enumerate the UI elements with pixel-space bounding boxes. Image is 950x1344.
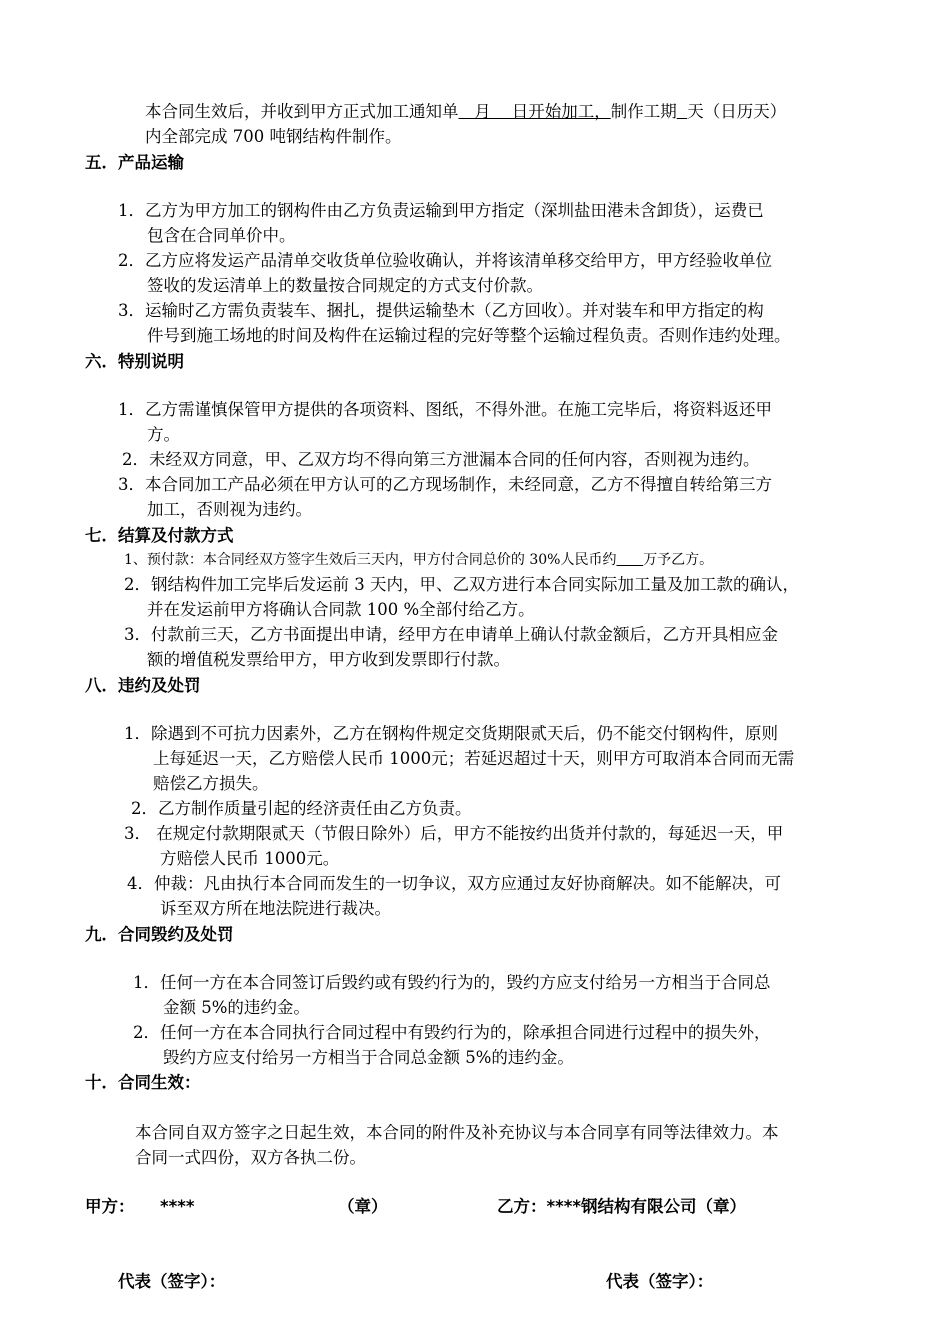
s5-item-2a: 2．乙方应将发运产品清单交收货单位验收确认，并将该清单移交给甲方，甲方经验收单位 — [118, 251, 772, 270]
s7-item-1a: 1、预付款：本合同经双方签字生效后三天内，甲方付合同总价的 30%人民币约 — [124, 552, 617, 568]
intro-line-2: 内全部完成 700 吨钢结构件制作。 — [145, 127, 402, 146]
s7-item-1 — [124, 548, 713, 572]
s7-item-3a: 3．付款前三天，乙方书面提出申请，经甲方在申请单上确认付款金额后，乙方开具相应金 — [124, 625, 778, 644]
section-6-title: 六．特别说明 — [85, 352, 184, 371]
intro-line-1 — [145, 100, 786, 124]
s9-item-1a: 1．任何一方在本合同签订后毁约或有毁约行为的，毁约方应支付给另一方相当于合同总 — [133, 973, 771, 992]
intro-text-c: 制作工期 — [610, 102, 677, 121]
party-b-representative: 代表（签字）： — [606, 1272, 714, 1291]
s10-para-1: 本合同自双方签字之日起生效，本合同的附件及补充协议与本合同享有同等法律效力。本 — [135, 1123, 779, 1142]
start-date-blank: 月 日开始加工， — [458, 102, 611, 121]
prepay-amount-blank — [616, 552, 643, 568]
s5-item-3b: 件号到施工场地的时间及构件在运输过程的完好等整个运输过程负责。否则作违约处理。 — [147, 326, 791, 345]
section-5-title: 五．产品运输 — [85, 153, 184, 172]
s7-item-2a: 2．钢结构件加工完毕后发运前 3 天内，甲、乙双方进行本合同实际加工量及加工款的确认， — [124, 575, 799, 594]
s8-item-1c: 赔偿乙方损失。 — [153, 774, 269, 793]
s6-item-3b: 加工，否则视为违约。 — [147, 500, 312, 519]
s8-item-4b: 诉至双方所在地法院进行裁决。 — [160, 899, 391, 918]
party-a-name: **** — [160, 1197, 195, 1216]
s9-item-2a: 2．任何一方在本合同执行合同过程中有毁约行为的，除承担合同进行过程中的损失外， — [133, 1023, 771, 1042]
s8-item-4a: 4．仲裁：凡由执行本合同而发生的一切争议，双方应通过友好协商解决。如不能解决，可 — [127, 874, 781, 893]
s7-item-3b: 额的增值税发票给甲方，甲方收到发票即行付款。 — [147, 650, 510, 669]
s10-para-2: 合同一式四份，双方各执二份。 — [135, 1148, 366, 1167]
s5-item-3a: 3．运输时乙方需负责装车、捆扎，提供运输垫木（乙方回收）。并对装车和甲方指定的构 — [118, 301, 764, 320]
section-9-title: 九．合同毁约及处罚 — [85, 925, 234, 944]
section-8-title: 八．违约及处罚 — [85, 676, 201, 695]
s6-item-3a: 3．本合同加工产品必须在甲方认可的乙方现场制作，未经同意，乙方不得擅自转给第三方 — [118, 475, 772, 494]
section-7-title: 七．结算及付款方式 — [85, 526, 234, 545]
s9-item-1b: 金额 5%的违约金。 — [163, 998, 310, 1017]
s5-item-1a: 1．乙方为甲方加工的钢构件由乙方负责运输到甲方指定（深圳盐田港未含卸货），运费已 — [118, 201, 764, 220]
s6-item-1a: 1．乙方需谨慎保管甲方提供的各项资料、图纸，不得外泄。在施工完毕后，将资料返还甲 — [118, 400, 772, 419]
s9-item-2b: 毁约方应支付给另一方相当于合同总金额 5%的违约金。 — [163, 1048, 574, 1067]
duration-blank — [677, 102, 688, 121]
s8-item-2: 2．乙方制作质量引起的经济责任由乙方负责。 — [131, 799, 472, 818]
section-10-title: 十．合同生效： — [85, 1073, 201, 1092]
s6-item-2: 2．未经双方同意，甲、乙双方均不得向第三方泄漏本合同的任何内容，否则视为违约。 — [122, 450, 760, 469]
intro-text-e: 天（日历天） — [687, 102, 787, 121]
s8-item-3a: 3． 在规定付款期限贰天（节假日除外）后，甲方不能按约出货并付款的，每延迟一天，甲 — [124, 824, 784, 843]
s5-item-2b: 签收的发运清单上的数量按合同规定的方式支付价款。 — [147, 276, 543, 295]
s8-item-1a: 1．除遇到不可抗力因素外，乙方在钢构件规定交货期限贰天后，仍不能交付钢构件，原则 — [124, 724, 778, 743]
party-b-label: 乙方：****钢结构有限公司（章） — [497, 1197, 747, 1216]
party-a-representative: 代表（签字）： — [118, 1272, 226, 1291]
intro-text-a: 本合同生效后，并收到甲方正式加工通知单 — [145, 102, 459, 121]
s7-item-2b: 并在发运前甲方将确认合同款 100 %全部付给乙方。 — [147, 600, 535, 619]
party-a-seal: （章） — [338, 1197, 388, 1216]
s6-item-1b: 方。 — [147, 425, 180, 444]
s8-item-1b: 上每延迟一天，乙方赔偿人民币 1000元；若延迟超过十天，则甲方可取消本合同而无需 — [153, 749, 795, 768]
s7-item-1c: 万予乙方。 — [643, 552, 714, 568]
s8-item-3b: 方赔偿人民币 1000元。 — [160, 849, 340, 868]
party-a-label: 甲方： — [85, 1197, 135, 1216]
s5-item-1b: 包含在合同单价中。 — [147, 226, 296, 245]
